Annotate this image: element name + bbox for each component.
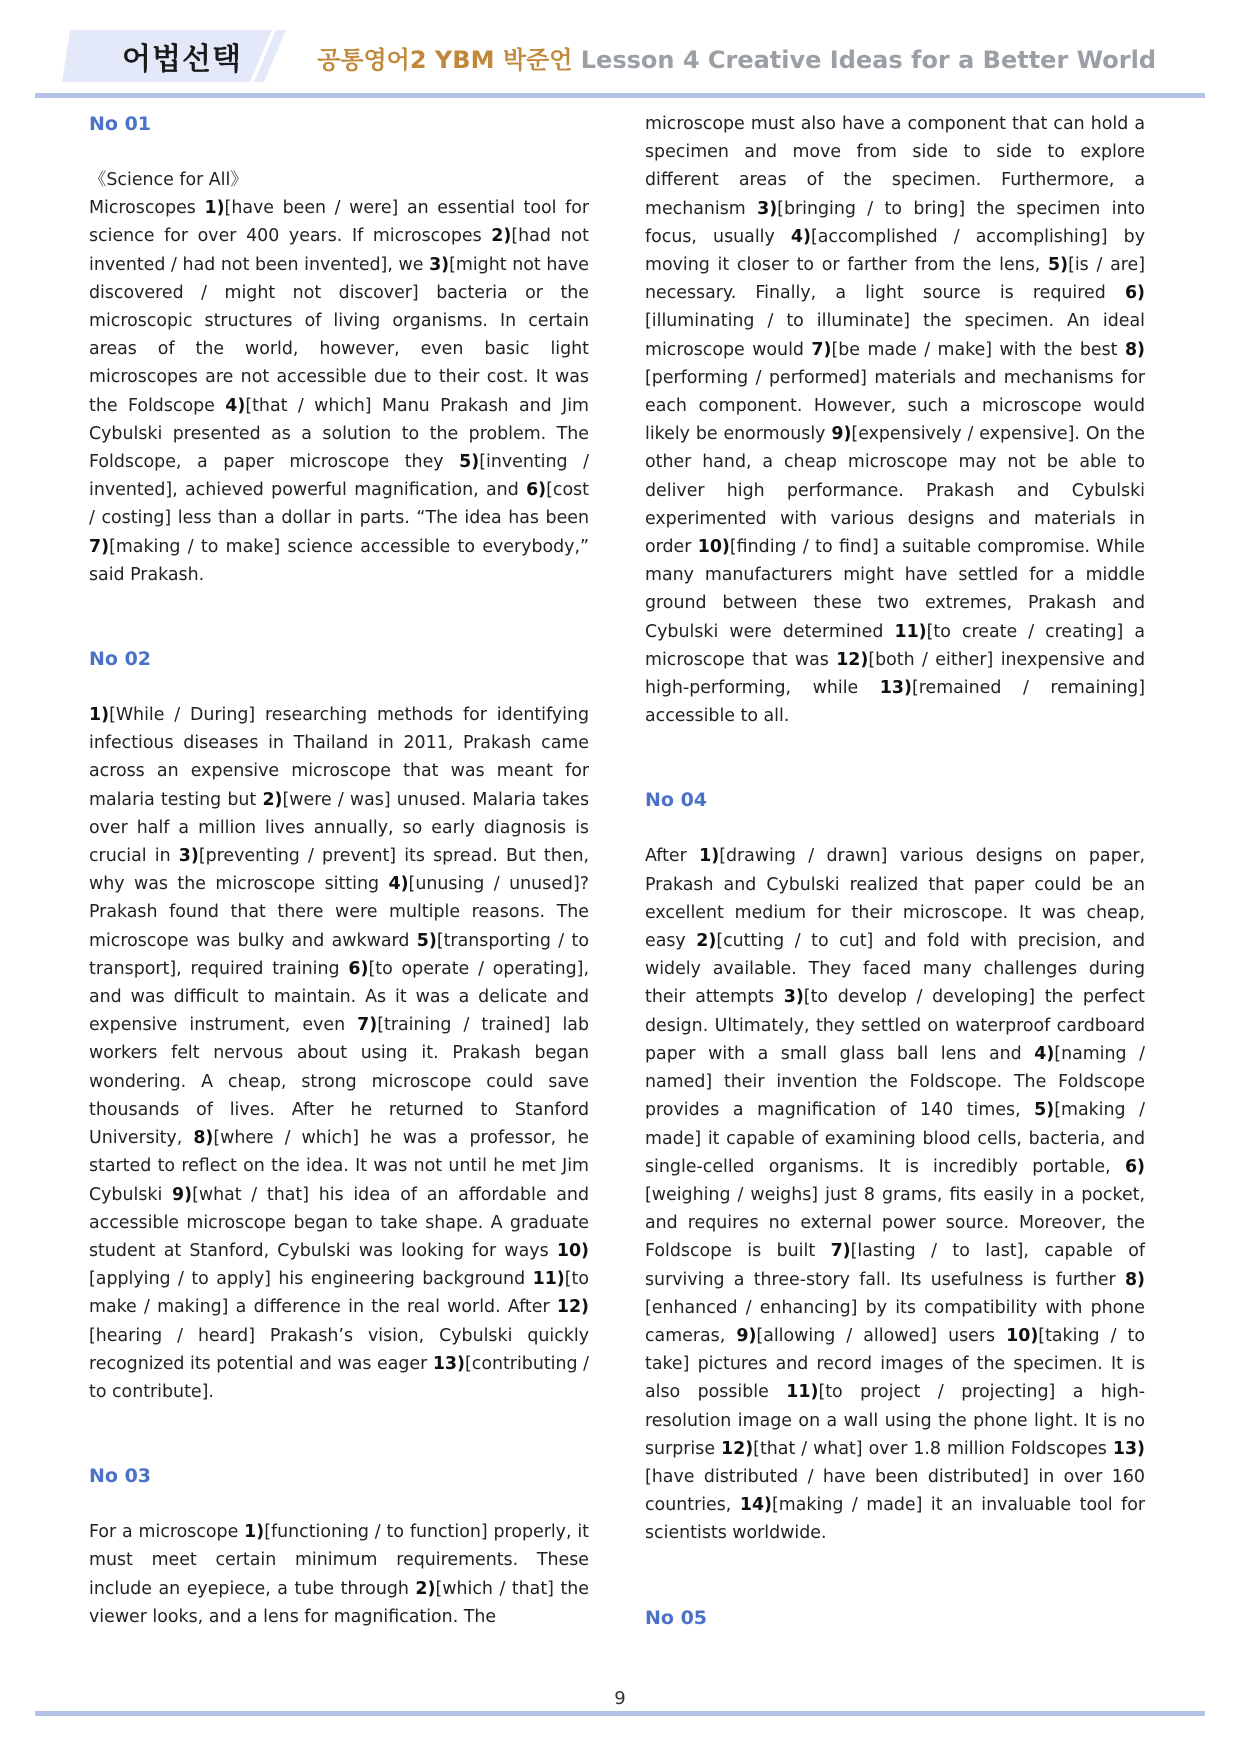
section-title-01: No 01 <box>89 113 152 135</box>
header-title <box>317 40 1156 75</box>
section-body-03-part2: microscope must also have a component that can hold a specimen and move from side to side to explore different areas of the specimen. Furthermore, a mechanism 3)[bringing / to bring] the specimen into focus, usually 4)[accomplished / accomplishing] by moving it closer to or farther from the lens, 5)[is / are] necessary. Finally, a light source is required 6)[illuminating / to illuminate] the specimen. An ideal microscope would 7)[be made / make] with the best 8)[performing / performed] materials and mechanisms for each component. However, such a microscope would likely be enormously 9)[expensively / expensive]. On the other hand, a cheap microscope may not be able to deliver high performance. Prakash and Cybulski experimented with various designs and materials in order 10)[finding / to find] a suitable compromise. While many manufacturers might have settled for a middle ground between these two extremes, Prakash and Cybulski were determined 11)[to create / creating] a microscope that was 12)[both / either] inexpensive and high-performing, while 13)[remained / remaining] accessible to all. <box>645 114 1145 727</box>
section-body-01: Microscopes 1)[have been / were] an essential tool for science for over 400 years. If microscopes 2)[had not invented / had not been invented], we 3)[might not have discovered / might not discover] bacteria or the microscopic structures of living organisms. In certain areas of the world, however, even basic light microscopes are not accessible due to their cost. It was the Foldscope 4)[that / which] Manu Prakash and Jim Cybulski presented as a solution to the problem. The Foldscope, a paper microscope they 5)[inventing / invented], achieved powerful magnification, and 6)[cost / costing] less than a dollar in parts. “The idea has been 7)[making / to make] science accessible to everybody,” said Prakash. <box>89 198 590 585</box>
section-body-04: After 1)[drawing / drawn] various designs on paper, Prakash and Cybulski realized that paper could be an excellent medium for their microscope. It was cheap, easy 2)[cutting / to cut] and fold with precision, and widely available. They faced many challenges during their attempts 3)[to develop / developing] the perfect design. Ultimately, they settled on waterproof cardboard paper with a small glass ball lens and 4)[naming / named] their invention the Foldscope. The Foldscope provides a magnification of 140 times, 5)[making / made] it capable of examining blood cells, bacteria, and single-celled organisms. It is incredibly portable, 6)[weighing / weighs] just 8 grams, fits easily in a pocket, and requires no external power source. Moreover, the Foldscope is built 7)[lasting / to last], capable of surviving a three-story fall. Its usefulness is further 8)[enhanced / enhancing] by its compatibility with phone cameras, 9)[allowing / allowed] users 10)[taking / to take] pictures and record images of the specimen. It is also possible 11)[to project / projecting] a high-resolution image on a wall using the phone light. It is no surprise 12)[that / what] over 1.8 million Foldscopes 13)[have distributed / have been distributed] in over 160 countries, 14)[making / made] it an invaluable tool for scientists worldwide. <box>645 846 1146 1544</box>
right-column <box>645 110 1145 1632</box>
section-title-04: No 04 <box>645 789 708 812</box>
section-body-02: 1)[While / During] researching methods for identifying infectious diseases in Thailand in 2011, Prakash came across an expensive microscope that was meant for malaria testing but 2)[were / was] unused. Malaria takes over half a million lives annually, so early diagnosis is crucial in 3)[preventing / prevent] its spread. But then, why was the microscope sitting 4)[unusing / unused]? Prakash found that there were multiple reasons. The microscope was bulky and awkward 5)[transporting / to transport], required training 6)[to operate / operating], and was difficult to maintain. As it was a delicate and expensive instrument, even 7)[training / trained] lab workers felt nervous about using it. Prakash began wondering. A cheap, strong microscope could save thousands of lives. After he returned to Stanford University, 8)[where / which] he was a professor, he started to reflect on the idea. It was not until he met Jim Cybulski 9)[what / that] his idea of an affordable and accessible microscope began to take shape. A graduate student at Stanford, Cybulski was looking for ways 10)[applying / to apply] his engineering background 11)[to make / making] a difference in the real world. After 12)[hearing / heard] Prakash’s vision, Cybulski quickly recognized its potential and was eager 13)[contributing / to contribute]. <box>89 705 590 1402</box>
section-badge: 어법선택 <box>122 42 242 77</box>
left-column <box>89 110 589 1631</box>
section-title-02: No 02 <box>89 648 152 671</box>
footer-rule <box>35 1711 1205 1716</box>
header-publisher: 공통영어2 YBM 박준언 <box>317 46 573 74</box>
header-lesson: Lesson 4 Creative Ideas for a Better World <box>580 46 1156 74</box>
section-title-03: No 03 <box>89 1465 152 1488</box>
page-number: 9 <box>614 1688 626 1709</box>
section-title-05: No 05 <box>645 1606 708 1629</box>
section-subtitle-01: 《Science for All》 <box>89 170 248 190</box>
section-body-03-part1: For a microscope 1)[functioning / to function] properly, it must meet certain minimum requirements. These include an eyepiece, a tube through 2)[which / that] the viewer looks, and a lens for magnification. The <box>89 1522 590 1627</box>
header-rule <box>35 93 1205 98</box>
